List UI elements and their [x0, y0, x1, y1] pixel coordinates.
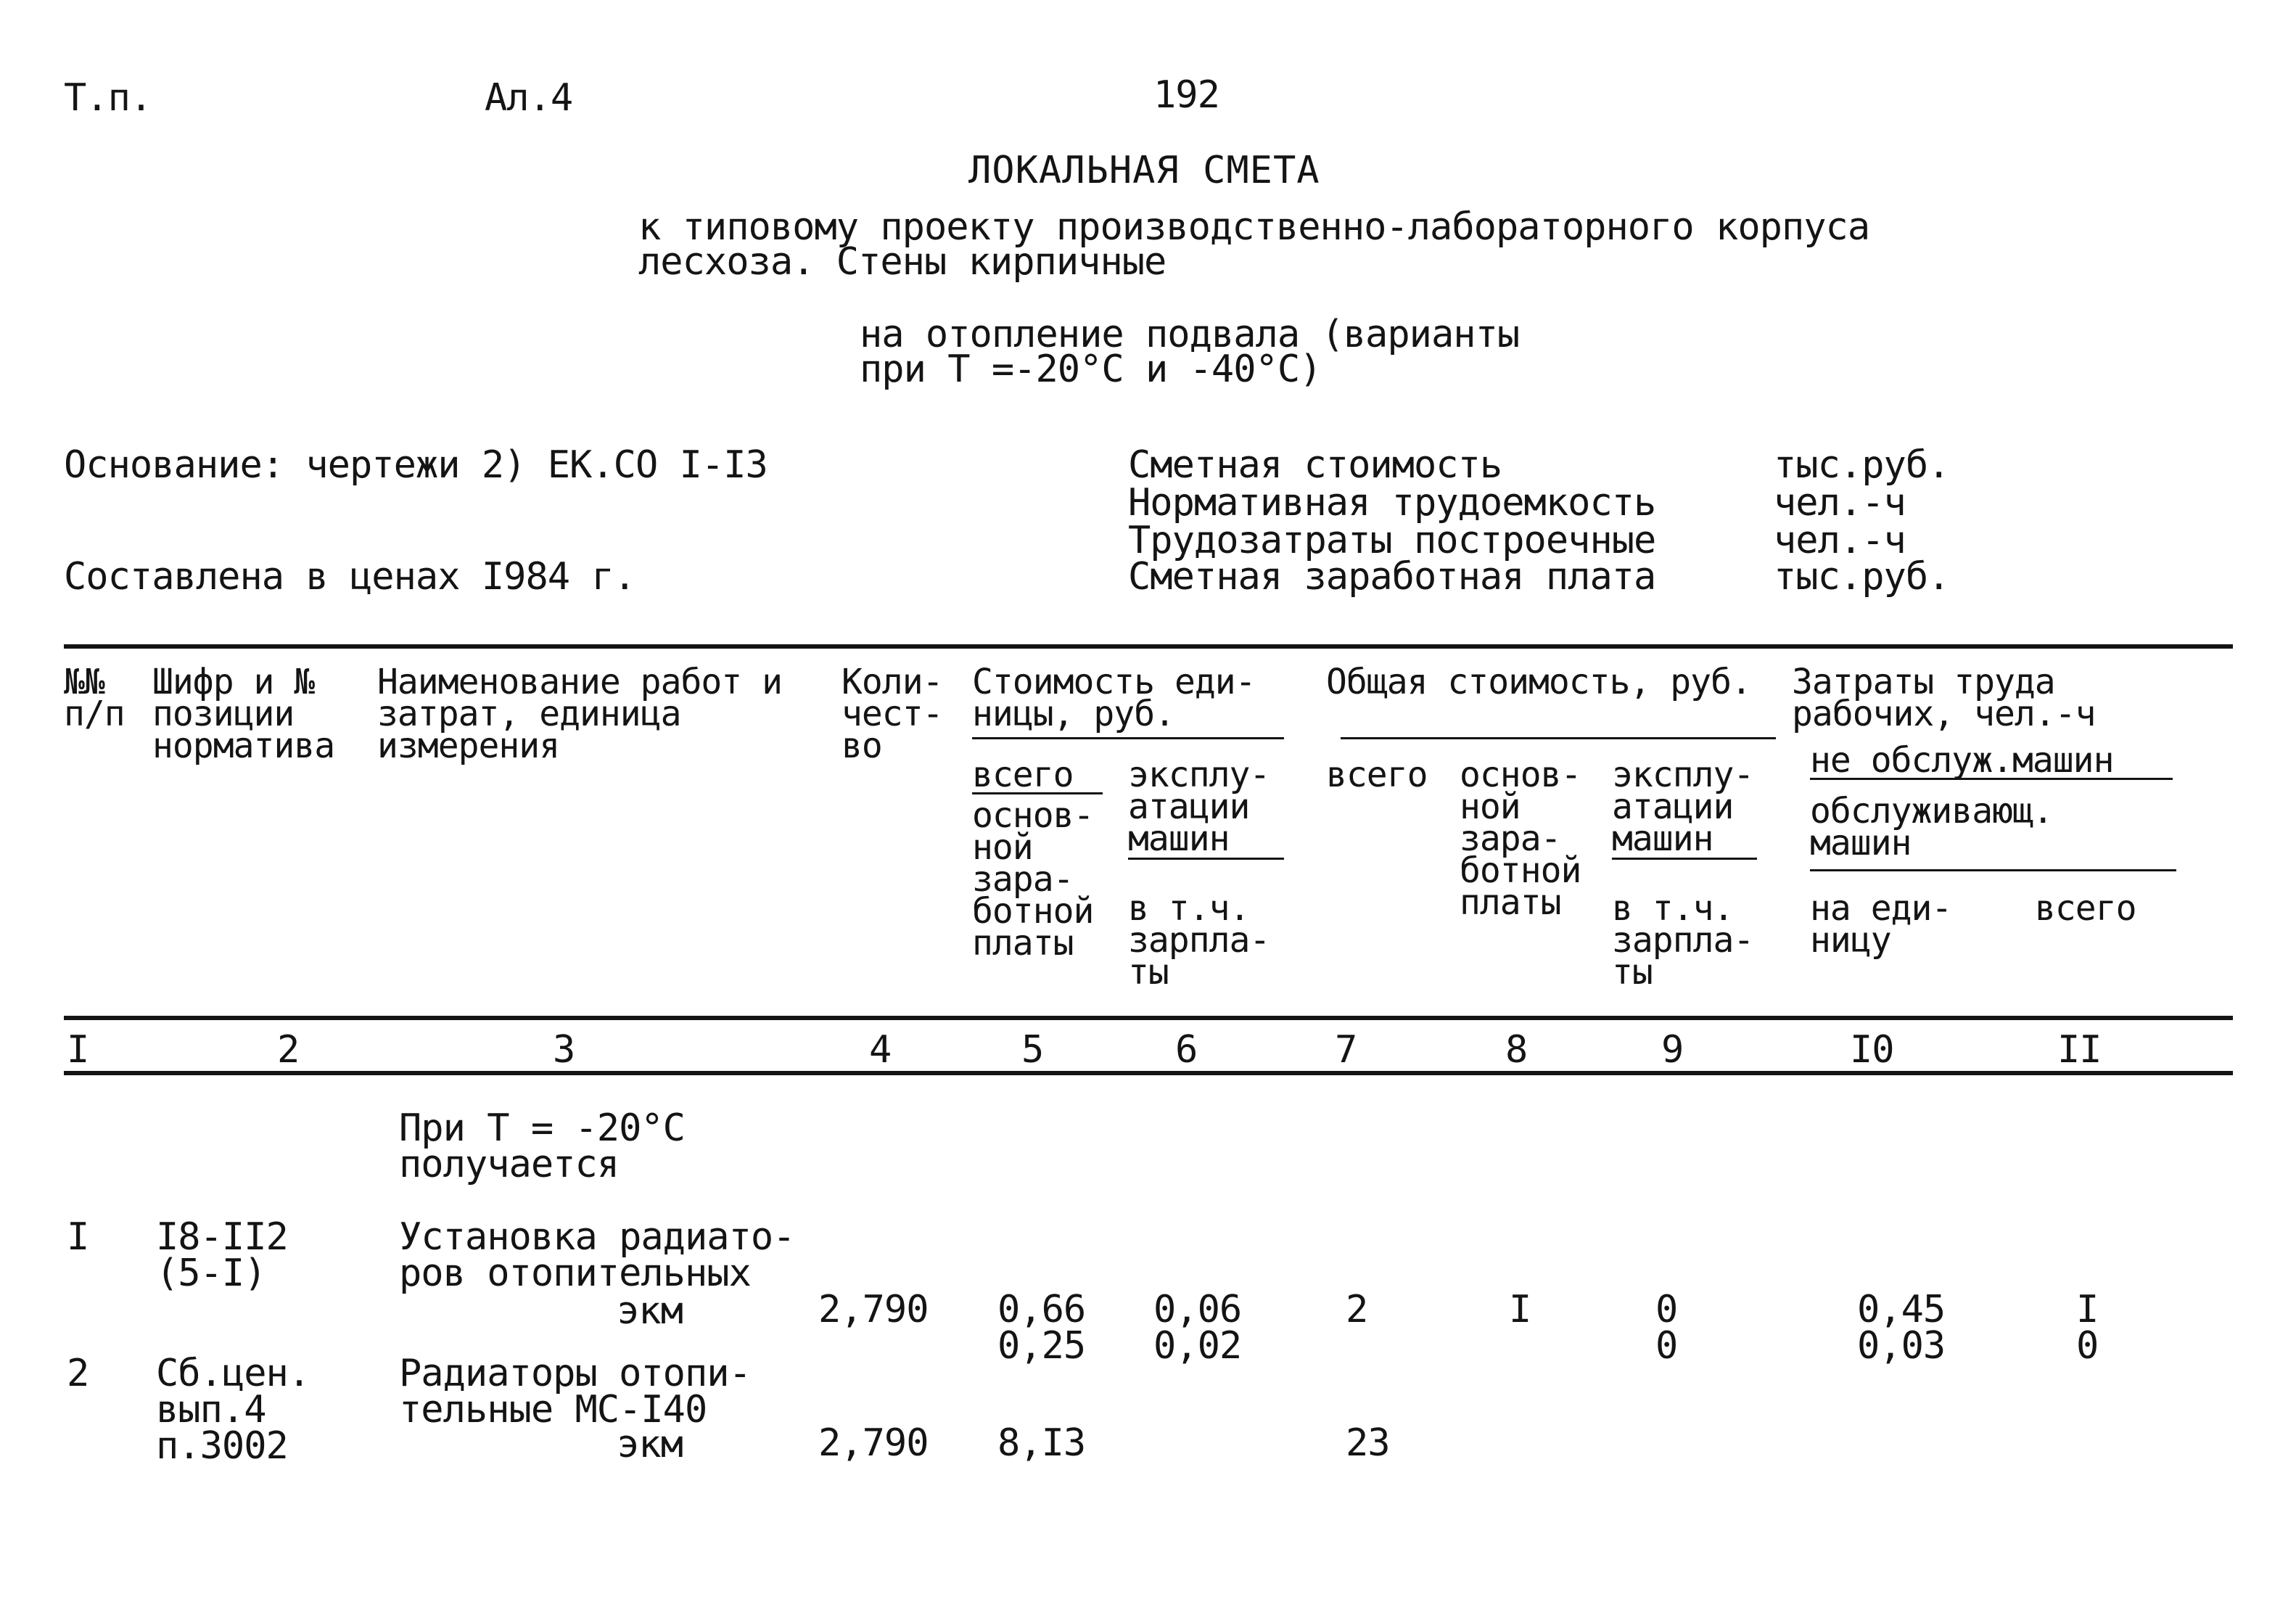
col-header-quantity: Коли- чест- во	[842, 662, 943, 766]
row-labor-total: I 0	[2076, 1288, 2099, 1368]
group-underline	[972, 737, 1284, 739]
title-line-1: к типовому проекту производственно-лабораторного корпуса	[638, 205, 1870, 249]
col-header-5a: всего	[972, 755, 1074, 795]
summary-unit: чел.-ч	[1774, 481, 1906, 525]
row-quantity: 2,790	[818, 1421, 929, 1465]
subheader-underline	[1612, 858, 1757, 860]
col-group-unit-cost: Стоимость еди- ницы, руб.	[972, 662, 1256, 734]
col-header-6a: эксплу- атации машин	[1128, 755, 1270, 859]
document-title: ЛОКАЛЬНАЯ СМЕТА	[968, 149, 1320, 192]
row-total-machines: 0 0	[1655, 1288, 1678, 1368]
row-unit-cost-total: 0,66 0,25	[997, 1288, 1086, 1368]
summary-unit: тыс.руб.	[1774, 443, 1950, 487]
row-total-wages: I	[1509, 1288, 1531, 1331]
column-number: 4	[869, 1028, 892, 1072]
header-left-mark: Т.п.	[64, 76, 152, 120]
price-year: Составлена в ценах I984 г.	[64, 555, 635, 599]
col-header-6b: в т.ч. зарпла- ты	[1128, 888, 1270, 993]
subheader-underline	[972, 792, 1103, 794]
col-header-8: основ- ной зара- ботной платы	[1460, 755, 1581, 923]
row-unit: экм	[617, 1423, 683, 1466]
summary-unit: чел.-ч	[1774, 519, 1906, 562]
summary-label: Нормативная трудоемкость	[1128, 481, 1656, 525]
row-number: 2	[67, 1352, 89, 1395]
col-header-7: всего	[1326, 755, 1428, 795]
row-code: I8-II2 (5-I)	[156, 1215, 288, 1295]
group-underline	[1341, 737, 1776, 739]
table-top-rule	[64, 644, 2233, 649]
title-line-2: лесхоза. Стены кирпичные	[638, 240, 1166, 284]
row-name: Радиаторы отопи- тельные МС-I40	[399, 1352, 751, 1431]
page-number: 192	[1153, 73, 1219, 117]
column-number: 9	[1661, 1028, 1684, 1072]
title-line-3: на отопление подвала (варианты	[860, 313, 1520, 356]
row-number: I	[67, 1215, 89, 1259]
col-header-code: Шифр и № позиции норматива	[152, 662, 335, 766]
row-total-cost: 23	[1346, 1421, 1390, 1465]
col-header-5b: основ- ной зара- ботной платы	[972, 795, 1094, 964]
summary-label: Трудозатраты построечные	[1128, 519, 1656, 562]
header-bottom-rule	[64, 1016, 2233, 1020]
column-number: 3	[553, 1028, 575, 1072]
subgroup-underline	[1810, 778, 2173, 780]
column-number: I0	[1850, 1028, 1894, 1072]
summary-label: Сметная стоимость	[1128, 443, 1502, 487]
col-header-9a: эксплу- атации машин	[1612, 755, 1754, 859]
column-number: I	[67, 1028, 89, 1072]
row-unit: экм	[617, 1289, 683, 1333]
basis-drawings: Основание: чертежи 2) ЕК.СО I-I3	[64, 443, 768, 487]
subheader-underline	[1128, 858, 1284, 860]
row-total-cost: 2	[1346, 1288, 1368, 1331]
row-unit-cost-machines: 0,06 0,02	[1153, 1288, 1242, 1368]
col-subgroup-not-machines: не обслуж.машин	[1810, 740, 2114, 781]
row-quantity: 2,790	[818, 1288, 929, 1331]
col-header-11: всего	[2035, 888, 2136, 929]
column-number: 2	[277, 1028, 300, 1072]
subgroup-underline	[1810, 869, 2176, 871]
title-line-4: при Т =-20°С и -40°С)	[860, 348, 1322, 391]
col-group-total-cost: Общая стоимость, руб.	[1326, 662, 1751, 702]
column-number: 6	[1175, 1028, 1198, 1072]
column-number: 7	[1335, 1028, 1357, 1072]
row-code: Сб.цен. вып.4 п.3002	[156, 1352, 310, 1468]
row-name: Установка радиато- ров отопительных	[399, 1215, 795, 1295]
row-unit-cost-total: 8,I3	[997, 1421, 1086, 1465]
column-number: II	[2057, 1028, 2102, 1072]
column-number: 5	[1021, 1028, 1044, 1072]
row-labor-per-unit: 0,45 0,03	[1857, 1288, 1946, 1368]
section-title: При Т = -20°С получается	[399, 1106, 685, 1186]
col-header-9b: в т.ч. зарпла- ты	[1612, 888, 1754, 993]
col-subgroup-machines: обслуживающ. машин	[1810, 791, 2053, 863]
col-header-10: на еди- ницу	[1810, 888, 1952, 961]
col-group-labor: Затраты труда рабочих, чел.-ч	[1792, 662, 2096, 734]
column-number: 8	[1505, 1028, 1528, 1072]
col-header-name: Наименование работ и затрат, единица измерения	[377, 662, 782, 766]
column-numbers-rule	[64, 1071, 2233, 1075]
col-header-number: №№ п/п	[64, 662, 125, 734]
summary-unit: тыс.руб.	[1774, 555, 1950, 599]
summary-label: Сметная заработная плата	[1128, 555, 1656, 599]
album-number: Ал.4	[485, 76, 573, 120]
